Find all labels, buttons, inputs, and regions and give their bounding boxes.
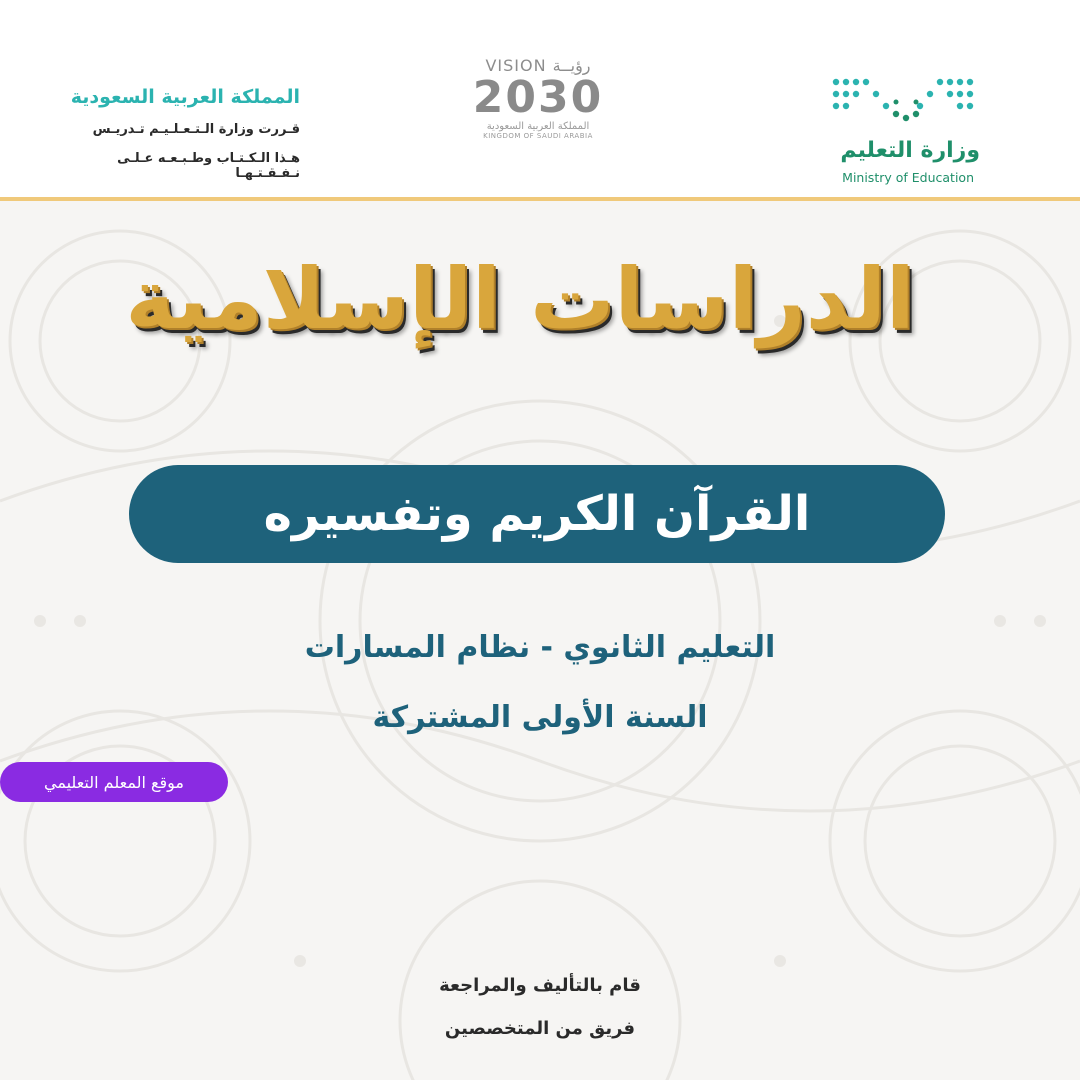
education-level-line: التعليم الثانوي - نظام المسارات: [304, 630, 776, 665]
vision-year: 2030: [472, 72, 604, 123]
book-funding-note: هـذا الـكـتـاب وطـبـعـه عـلـى نـفـقـتـهـا: [117, 151, 300, 181]
ministry-name-ar: وزارة التعليم: [840, 138, 980, 163]
site-badge[interactable]: [0, 762, 228, 802]
vision-2030-logo: [458, 56, 618, 156]
vision-label: VISION: [485, 56, 547, 75]
vision-country-en: KINGDOM OF SAUDI ARABIA: [483, 132, 593, 140]
school-year-line: السنة الأولى المشتركة: [372, 700, 708, 735]
ministry-dots-icon: [830, 74, 980, 124]
vision-country-ar: المملكة العربية السعودية: [486, 121, 590, 132]
vision-label-ar: رؤيــة: [552, 56, 591, 75]
site-badge-label: موقع المعلم التعليمي: [44, 772, 184, 792]
ministry-of-education-logo: [820, 70, 990, 190]
credit-line-team: فريق من المتخصصين: [444, 1018, 636, 1039]
kingdom-title: المملكة العربية السعودية: [70, 86, 300, 108]
subject-title: القرآن الكريم وتفسيره: [263, 486, 811, 542]
subject-banner: [129, 465, 945, 563]
ministry-decision-text: قـررت وزارة الـتـعـلـيـم تـدريـس: [92, 122, 300, 137]
book-main-title: الدراسات الإسلامية: [125, 250, 915, 348]
credit-line-authors: قام بالتأليف والمراجعة: [439, 975, 641, 996]
ministry-name-en: Ministry of Education: [842, 170, 974, 185]
kingdom-text-block: [60, 86, 300, 195]
